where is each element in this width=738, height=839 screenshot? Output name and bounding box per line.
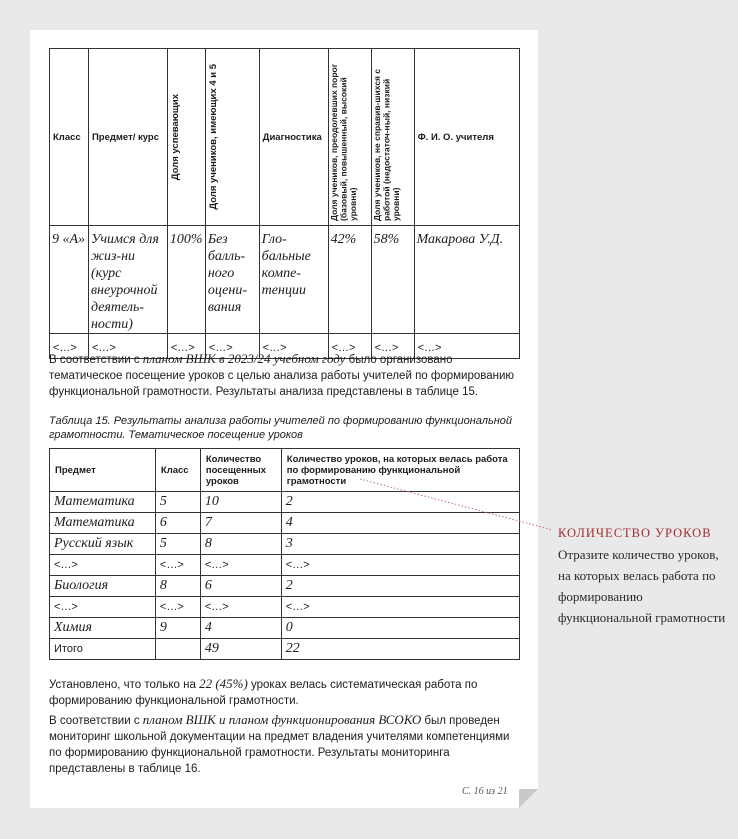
header-cell: Доля учеников, не справив-шихся с работой (недостаточ-ный, низкий уровни) xyxy=(371,49,414,226)
paragraph: Установлено, что только на 22 (45%) уроках велась систематическая работа по формированию функциональной грамотности. xyxy=(49,676,478,707)
header-cell: Доля успевающих xyxy=(167,49,205,226)
header-cell: Класс xyxy=(155,449,200,492)
header-cell: Доля учеников, имеющих 4 и 5 xyxy=(205,49,259,226)
table-cell: 0 xyxy=(281,618,519,639)
table-cell: <…> xyxy=(328,334,371,359)
table-cell: Математика xyxy=(50,513,156,534)
table-cell: 49 xyxy=(200,639,281,660)
table-cell: <…> xyxy=(281,597,519,618)
header-cell: Ф. И. О. учителя xyxy=(414,49,519,226)
table-cell: <…> xyxy=(50,334,89,359)
table-cell: <…> xyxy=(371,334,414,359)
margin-note xyxy=(558,523,733,628)
table-cell: 6 xyxy=(155,513,200,534)
table-cell: Итого xyxy=(50,639,156,660)
table-cell: <…> xyxy=(259,334,328,359)
table-cell: Химия xyxy=(50,618,156,639)
table-cell: 8 xyxy=(155,576,200,597)
table-cell: <…> xyxy=(414,334,519,359)
header-cell: Диагностика xyxy=(259,49,328,226)
table-cell: 42% xyxy=(328,226,371,334)
table-cell: Макарова У.Д. xyxy=(414,226,519,334)
table-cell: 7 xyxy=(200,513,281,534)
table-cell: <…> xyxy=(200,555,281,576)
table-cell: 9 xyxy=(155,618,200,639)
table-cell: <…> xyxy=(281,555,519,576)
table-cell: <…> xyxy=(200,597,281,618)
table-cell: 8 xyxy=(200,534,281,555)
header-cell: Предмет/ курс xyxy=(88,49,167,226)
header-cell: Количество уроков, на которых велась работа по формированию функциональной грамотности xyxy=(281,449,519,492)
table-cell: <…> xyxy=(155,597,200,618)
margin-note-text: Отразите количество уроков, на которых велась работа по формированию функциональной грамотности xyxy=(558,547,726,625)
table-cell: <…> xyxy=(155,555,200,576)
table-cell: Биология xyxy=(50,576,156,597)
table-caption: Таблица 15. Результаты анализа работы учителей по формированию функциональной грамотности. Тематическое посещение уроков xyxy=(49,415,513,441)
table-cell: <…> xyxy=(50,555,156,576)
table-cell: <…> xyxy=(50,597,156,618)
table-cell: Учимся для жиз-ни (курс внеурочной деятель-ности) xyxy=(88,226,167,334)
table-cell: 4 xyxy=(200,618,281,639)
header-cell: Класс xyxy=(50,49,89,226)
table-cell: Русский язык xyxy=(50,534,156,555)
table-cell: 9 «А» xyxy=(50,226,89,334)
paragraph: В соответствии с планом ВШК и планом функционирования ВСОКО был проведен мониторинг школьной документации на предмет владения учителями компетенциями по формированию функциональной грамотности. Результаты мониторинга представлены в таблице 16. xyxy=(49,712,510,775)
table-cell: 2 xyxy=(281,492,519,513)
table-cell: 2 xyxy=(281,576,519,597)
table-cell: 3 xyxy=(281,534,519,555)
table-cell: 22 xyxy=(281,639,519,660)
table-cell: 4 xyxy=(281,513,519,534)
paragraph: В соответствии с планом ВШК в 2023/24 учебном году было организовано тематическое посещение уроков с целью анализа работы учителей по формированию функциональной грамотности. Результаты анализа представлены в таблице 15. xyxy=(49,351,515,398)
table-cell: Математика xyxy=(50,492,156,513)
table-cell: 10 xyxy=(200,492,281,513)
table-cell: Гло-бальные компе-тенции xyxy=(259,226,328,334)
table-cell: 100% xyxy=(167,226,205,334)
page-number: С. 16 из 21 xyxy=(462,786,508,797)
margin-note-title: КОЛИЧЕСТВО УРОКОВ xyxy=(558,526,712,540)
table-cell: 5 xyxy=(155,492,200,513)
table-cell: 58% xyxy=(371,226,414,334)
table-cell: <…> xyxy=(205,334,259,359)
table-cell: <…> xyxy=(88,334,167,359)
table-cell: <…> xyxy=(167,334,205,359)
header-cell: Количество посещенных уроков xyxy=(200,449,281,492)
header-cell: Доля учеников, преодолевших порог (базовый, повышенный, высокий уровни) xyxy=(328,49,371,226)
table-cell: 5 xyxy=(155,534,200,555)
header-cell: Предмет xyxy=(50,449,156,492)
table-cell: 6 xyxy=(200,576,281,597)
table-cell: Без балль-ного оцени-вания xyxy=(205,226,259,334)
